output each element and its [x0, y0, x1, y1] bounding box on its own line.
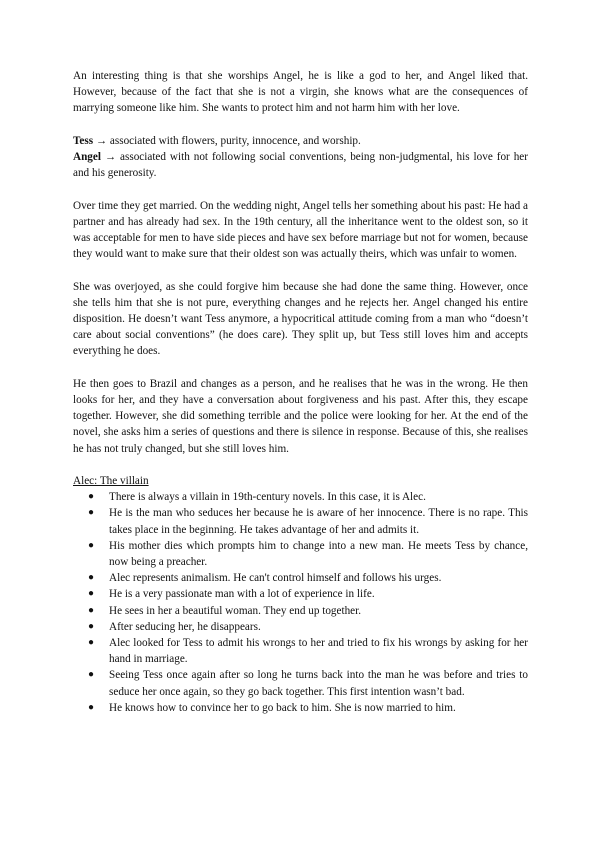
bullet-icon: ●: [88, 572, 95, 584]
list-item: [73, 538, 528, 570]
list-item-text: He is a very passionate man with a lot of experience in life.: [109, 588, 375, 601]
bullet-icon: ●: [88, 604, 95, 616]
list-item: [73, 619, 528, 635]
association-text-angel: associated with not following social conventions, being non-judgmental, his love for her and his generosity.: [73, 151, 528, 180]
list-item: [73, 570, 528, 586]
bullet-icon: ●: [88, 507, 95, 519]
list-item: [73, 603, 528, 619]
bullet-list-alec: [73, 489, 528, 716]
list-item-text: He is the man who seduces her because he is aware of her innocence. There is no rape. This takes place in the beginning. He takes advantage of her and admits it.: [109, 507, 528, 536]
list-item: [73, 586, 528, 602]
list-item-text: There is always a villain in 19th-century novels. In this case, it is Alec.: [109, 491, 426, 504]
list-item-text: His mother dies which prompts him to change into a new man. He meets Tess by chance, now being a preacher.: [109, 539, 528, 569]
association-text-tess: associated with flowers, purity, innocence, and worship.: [109, 134, 361, 147]
association-tess: [73, 133, 528, 149]
bullet-icon: ●: [88, 539, 95, 551]
association-name-angel: Angel: [73, 151, 101, 163]
list-item-text: Alec represents animalism. He can't control himself and follows his urges.: [109, 572, 442, 585]
arrow-glyph: →: [93, 134, 110, 147]
list-item-text: After seducing her, he disappears.: [109, 620, 261, 633]
list-item: [73, 489, 528, 505]
association-name-tess: Tess: [73, 134, 94, 147]
bullet-icon: ●: [88, 669, 95, 681]
paragraph-worship: An interesting thing is that she worships Angel, he is like a god to her, and Angel liked that. However, because of the fact that she is not a virgin, she knows what are the consequences of marrying someone like him. She wants to protect him and not harm him with her love.: [73, 70, 528, 115]
list-item-text: Alec looked for Tess to admit his wrongs to her and tried to fix his wrongs by asking for her hand in marriage.: [109, 637, 528, 666]
list-item: [73, 700, 528, 716]
list-item: [73, 667, 528, 699]
document-page: [73, 68, 528, 716]
list-item: [73, 505, 528, 537]
list-item-text: Seeing Tess once again after so long he turns back into the man he was before and tries to seduce her once again, so they go back together. This first intention wasn’t bad.: [109, 669, 528, 698]
list-item: [73, 635, 528, 667]
arrow-glyph: →: [100, 151, 121, 163]
list-item-text: He sees in her a beautiful woman. They end up together.: [109, 604, 362, 617]
paragraph-rejection: She was overjoyed, as she could forgive him because she had done the same thing. However, once she tells him that she is not pure, everything changes and he rejects her. Angel changed his entire disposition. He doesn’t want Tess anymore, a hypocritical attitude coming from a man who “doesn’t care about social conventions” (he does care). They split up, but Tess still loves him and accepts everything he does.: [73, 280, 528, 358]
bullet-icon: ●: [88, 620, 95, 632]
list-item-text: He knows how to convince her to go back to him. She is now married to him.: [109, 701, 456, 714]
paragraph-wedding-night: Over time they get married. On the wedding night, Angel tells her something about his past: He had a partner and has already had sex. In the 19th century, all the inheritance went to the oldest son, so it was acceptable for men to have side pieces and have sex before marriage but not for women, because they would want to make sure that their oldest son was actually theirs, which was unfair to women.: [73, 199, 528, 261]
bullet-icon: ●: [88, 588, 95, 600]
paragraph-brazil: He then goes to Brazil and changes as a person, and he realises that he was in the wrong. He then looks for her, and they have a conversation about forgiveness and his past. After this, they escape together. However, she did something terrible and the police were looking for her. At the end of the novel, she asks him a series of questions and there is silence in response. Because of this, she realises he has not truly changed, but she still loves him.: [73, 377, 528, 455]
association-angel: [73, 149, 528, 181]
bullet-icon: ●: [88, 701, 95, 713]
associations-block: [73, 133, 528, 182]
bullet-icon: ●: [88, 637, 95, 649]
section-title-alec: Alec: The villain: [73, 475, 149, 487]
bullet-icon: ●: [88, 491, 95, 503]
